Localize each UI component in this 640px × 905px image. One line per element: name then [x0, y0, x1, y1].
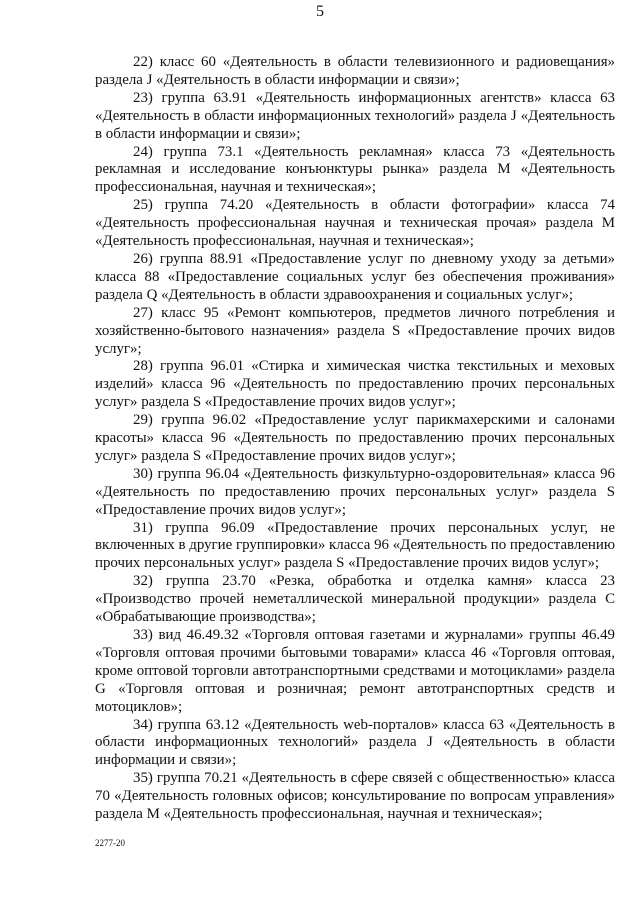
document-body	[95, 54, 615, 824]
list-item: 27) класс 95 «Ремонт компьютеров, предметов личного потребления и хозяйственно-бытового назначения» раздела S «Предоставление прочих видов услуг»;	[95, 304, 615, 357]
list-item: 32) группа 23.70 «Резка, обработка и отделка камня» класса 23 «Производство прочей неметаллической минеральной продукции» раздела С «Обрабатывающие производства»;	[95, 573, 615, 626]
list-item: 33) вид 46.49.32 «Торговля оптовая газетами и журналами» группы 46.49 «Торговля оптовая прочими бытовыми товарами» класса 46 «Торговля оптовая, кроме оптовой торговли автотранспортными средствами и мотоциклами» раздела G «Торговля оптовая и розничная; ремонт автотранспортных средств и мотоциклов»;	[95, 627, 615, 715]
list-item: 22) класс 60 «Деятельность в области телевизионного и радиовещания» раздела J «Деятельность в области информации и связи»;	[95, 54, 615, 88]
document-code: 2277-20	[95, 838, 125, 848]
list-item: 31) группа 96.09 «Предоставление прочих персональных услуг, не включенных в другие группировки» класса 96 «Деятельность по предоставлению прочих персональных услуг» раздела S «Предоставление прочих видов услуг»;	[95, 519, 615, 572]
list-item: 34) группа 63.12 «Деятельность web-порталов» класса 63 «Деятельность в области информационных технологий» раздела J «Деятельность в области информации и связи»;	[95, 716, 615, 769]
list-item: 28) группа 96.01 «Стирка и химическая чистка текстильных и меховых изделий» класса 96 «Деятельность по предоставлению прочих персональных услуг» раздела S «Предоставление прочих видов услуг»;	[95, 358, 615, 411]
list-item: 24) группа 73.1 «Деятельность рекламная» класса 73 «Деятельность рекламная и исследование конъюнктуры рынка» раздела М «Деятельность профессиональная, научная и техническая»;	[95, 143, 615, 196]
list-item: 30) группа 96.04 «Деятельность физкультурно-оздоровительная» класса 96 «Деятельность по предоставлению прочих персональных услуг» раздела S «Предоставление прочих видов услуг»;	[95, 465, 615, 518]
list-item: 26) группа 88.91 «Предоставление услуг по дневному уходу за детьми» класса 88 «Предоставление социальных услуг без обеспечения проживания» раздела Q «Деятельность в области здравоохранения и социальных услуг»;	[95, 250, 615, 303]
list-item: 25) группа 74.20 «Деятельность в области фотографии» класса 74 «Деятельность профессиональная научная и техническая прочая» раздела М «Деятельность профессиональная, научная и техническая»;	[95, 197, 615, 250]
list-item: 29) группа 96.02 «Предоставление услуг парикмахерскими и салонами красоты» класса 96 «Деятельность по предоставлению прочих персональных услуг» раздела S «Предоставление прочих видов услуг»;	[95, 412, 615, 464]
list-item: 23) группа 63.91 «Деятельность информационных агентств» класса 63 «Деятельность в области информационных технологий» раздела J «Деятельность в области информации и связи»;	[95, 89, 615, 142]
list-item: 35) группа 70.21 «Деятельность в сфере связей с общественностью» класса 70 «Деятельность головных офисов; консультирование по вопросам управления» раздела М «Деятельность профессиональная, научная и техническая»;	[95, 770, 615, 823]
page-number: 5	[316, 3, 324, 20]
